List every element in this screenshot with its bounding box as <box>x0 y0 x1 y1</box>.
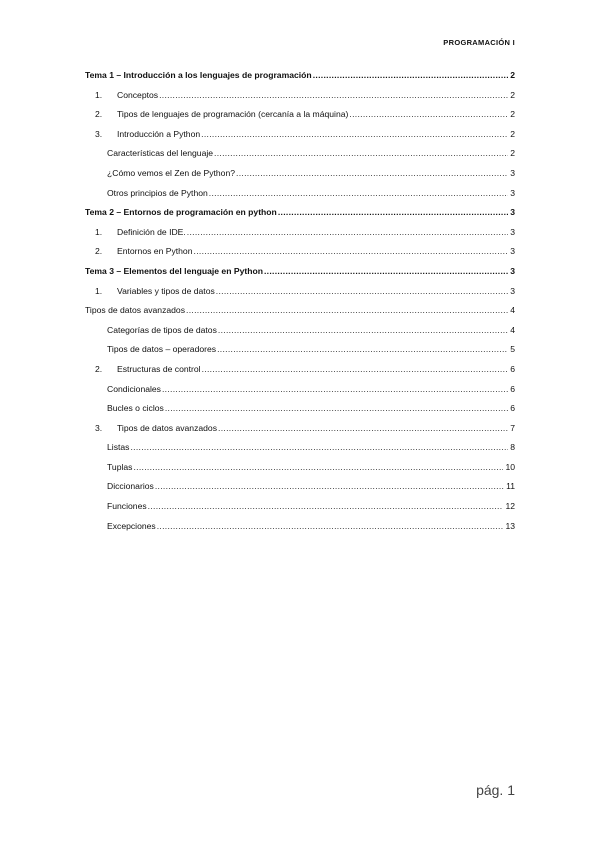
toc-entry-page: 13 <box>505 520 515 531</box>
toc-entry-number: 3. <box>95 422 103 433</box>
toc-entry-page: 4 <box>510 305 515 316</box>
toc-entry[interactable] <box>85 109 515 129</box>
dot-leader <box>313 70 509 80</box>
toc-entry[interactable] <box>85 325 515 345</box>
dot-leader <box>349 109 508 119</box>
dot-leader <box>236 168 508 178</box>
toc-entry-title: Variables y tipos de datos <box>117 285 215 296</box>
dot-leader <box>202 364 509 374</box>
toc-entry-page: 8 <box>510 442 515 453</box>
toc-entry-page: 6 <box>510 403 515 414</box>
dot-leader <box>201 129 508 139</box>
toc-entry-page: 4 <box>510 324 515 335</box>
toc-entry[interactable] <box>85 462 515 482</box>
toc-entry-title: Conceptos <box>117 89 159 100</box>
toc-entry-page: 2 <box>510 109 515 120</box>
dot-leader <box>162 384 508 394</box>
toc-entry-title: Tipos de datos – operadores <box>107 344 217 355</box>
dot-leader <box>187 227 508 237</box>
toc-entry[interactable] <box>85 364 515 384</box>
toc-entry-title: Tipos de datos avanzados <box>117 422 218 433</box>
toc-entry-title: Otros principios de Python <box>107 187 208 198</box>
toc-entry-title: Tema 2 – Entornos de programación en python <box>85 207 277 218</box>
toc-entry-number: 1. <box>95 226 103 237</box>
toc-entry-page: 3 <box>510 246 515 257</box>
dot-leader <box>216 286 508 296</box>
toc-entry[interactable] <box>85 501 515 521</box>
toc-entry-title: Entornos en Python <box>117 246 193 257</box>
dot-leader <box>217 344 508 354</box>
toc-entry[interactable] <box>85 148 515 168</box>
toc-entry[interactable] <box>85 266 515 286</box>
toc-entry[interactable] <box>85 90 515 110</box>
toc-entry-title: Definición de IDE. <box>117 226 186 237</box>
toc-entry[interactable] <box>85 384 515 404</box>
toc-entry[interactable] <box>85 246 515 266</box>
toc-entry-page: 3 <box>510 285 515 296</box>
toc-entry-title: Excepciones <box>107 520 156 531</box>
toc-entry[interactable] <box>85 70 515 90</box>
toc-entry-title: Estructuras de control <box>117 363 201 374</box>
toc-entry-page: 3 <box>510 167 515 178</box>
dot-leader <box>155 481 504 491</box>
toc-entry[interactable] <box>85 403 515 423</box>
toc-entry-page: 2 <box>510 89 515 100</box>
toc-entry-title: Categorías de tipos de datos <box>107 324 217 335</box>
toc-entry-page: 6 <box>510 383 515 394</box>
toc-entry-page: 2 <box>510 70 515 80</box>
dot-leader <box>218 325 508 335</box>
dot-leader <box>186 305 508 315</box>
toc-entry-title: Tema 1 – Introducción a los lenguajes de programación <box>85 70 312 80</box>
dot-leader <box>157 521 504 531</box>
dot-leader <box>264 266 508 276</box>
toc-entry-page: 3 <box>510 187 515 198</box>
toc-entry-number: 1. <box>95 285 103 296</box>
toc-entry-page: 3 <box>510 265 515 276</box>
page-number: pág. 1 <box>476 782 515 798</box>
dot-leader <box>214 148 508 158</box>
toc-entry-number: 3. <box>95 128 103 139</box>
toc-entry-page: 11 <box>506 481 515 492</box>
dot-leader <box>159 90 508 100</box>
toc-entry-title: Bucles o ciclos <box>107 403 164 414</box>
dot-leader <box>133 462 503 472</box>
toc-entry[interactable] <box>85 188 515 208</box>
toc-entry[interactable] <box>85 305 515 325</box>
dot-leader <box>218 423 508 433</box>
toc-entry-number: 2. <box>95 363 103 374</box>
toc-entry[interactable] <box>85 344 515 364</box>
toc-entry[interactable] <box>85 286 515 306</box>
toc-entry-title: Funciones <box>107 501 147 512</box>
toc-entry-page: 2 <box>510 128 515 139</box>
dot-leader <box>130 442 508 452</box>
toc-entry-number: 1. <box>95 89 103 100</box>
toc-entry-title: Características del lenguaje <box>107 148 214 159</box>
toc-entry-title: ¿Cómo vemos el Zen de Python? <box>107 167 236 178</box>
toc-entry-title: Tipos de lenguajes de programación (cercanía a la máquina) <box>117 109 349 120</box>
toc-entry-number: 2. <box>95 246 103 257</box>
dot-leader <box>165 403 508 413</box>
toc-entry-title: Diccionarios <box>107 481 154 492</box>
toc-entry-title: Listas <box>107 442 130 453</box>
toc-entry[interactable] <box>85 521 515 541</box>
toc-entry[interactable] <box>85 481 515 501</box>
toc-entry[interactable] <box>85 227 515 247</box>
toc-entry-page: 3 <box>510 226 515 237</box>
toc-entry-page: 5 <box>510 344 515 355</box>
toc-entry[interactable] <box>85 168 515 188</box>
toc-entry-page: 10 <box>505 461 515 472</box>
toc-entry[interactable] <box>85 442 515 462</box>
dot-leader <box>148 501 504 511</box>
toc-entry-page: 7 <box>510 422 515 433</box>
toc-entry-page: 6 <box>510 363 515 374</box>
toc-entry-title: Tema 3 – Elementos del lenguaje en Python <box>85 265 263 276</box>
toc-entry-page: 12 <box>505 501 515 512</box>
running-header: PROGRAMACIÓN I <box>443 38 515 47</box>
toc-entry[interactable] <box>85 207 515 227</box>
toc-entry[interactable] <box>85 129 515 149</box>
toc-entry-page: 3 <box>510 207 515 218</box>
toc-entry-title: Introducción a Python <box>117 128 201 139</box>
dot-leader <box>194 246 509 256</box>
toc-entry-title: Condicionales <box>107 383 161 394</box>
toc-entry-title: Tuplas <box>107 461 133 472</box>
toc-entry-number: 2. <box>95 109 103 120</box>
toc-entry-title: Tipos de datos avanzados <box>85 305 186 316</box>
toc-entry-page: 2 <box>510 148 515 159</box>
dot-leader <box>209 188 508 198</box>
table-of-contents <box>85 70 515 540</box>
dot-leader <box>278 207 508 217</box>
toc-entry[interactable] <box>85 423 515 443</box>
